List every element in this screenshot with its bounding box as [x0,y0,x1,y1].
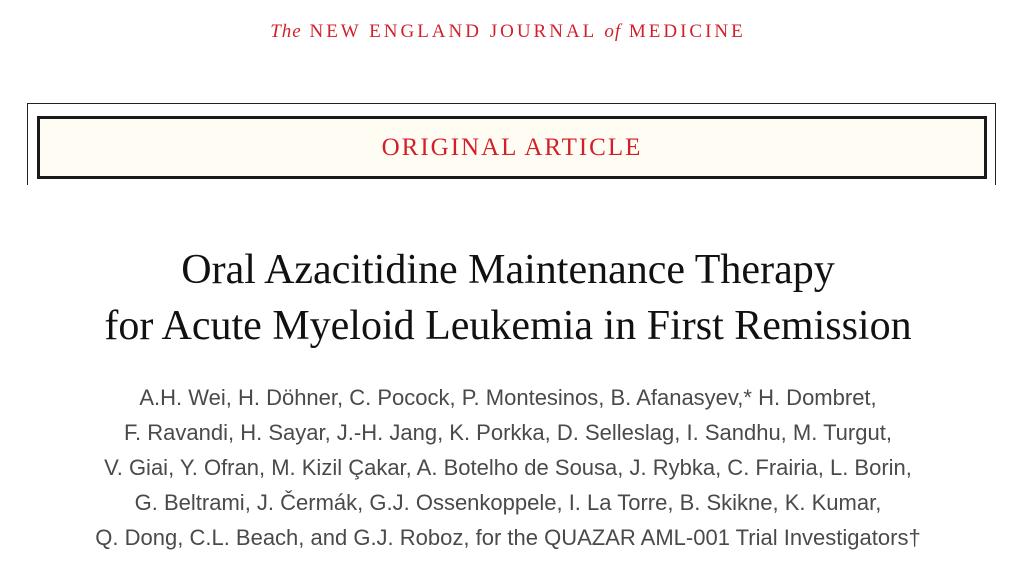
author-line-1: A.H. Wei, H. Döhner, C. Pocock, P. Montesinos, B. Afanasyev,* H. Dombret, [139,385,877,410]
author-line-2: F. Ravandi, H. Sayar, J.-H. Jang, K. Porkka, D. Selleslag, I. Sandhu, M. Turgut, [124,420,892,445]
journal-name-of: of [604,21,622,42]
author-line-3: V. Giai, Y. Ofran, M. Kizil Çakar, A. Botelho de Sousa, J. Rybka, C. Frairia, L. Borin, [104,455,912,480]
journal-name-main: NEW ENGLAND JOURNAL [309,21,597,42]
article-title-line-1: Oral Azacitidine Maintenance Therapy [181,247,835,293]
author-line-5: Q. Dong, C.L. Beach, and G.J. Roboz, for the QUAZAR AML-001 Trial Investigators† [95,525,921,550]
article-type-banner [37,116,987,179]
journal-name-medicine: MEDICINE [628,21,746,42]
article-type-label: ORIGINAL ARTICLE [381,133,643,161]
journal-name-the: The [270,21,302,42]
author-line-4: G. Beltrami, J. Čermák, G.J. Ossenkoppele, I. La Torre, B. Skikne, K. Kumar, [134,490,882,515]
journal-masthead [0,20,1016,44]
article-title-line-2: for Acute Myeloid Leukemia in First Remission [104,303,912,349]
author-list [0,380,1016,555]
article-title [0,242,1016,354]
